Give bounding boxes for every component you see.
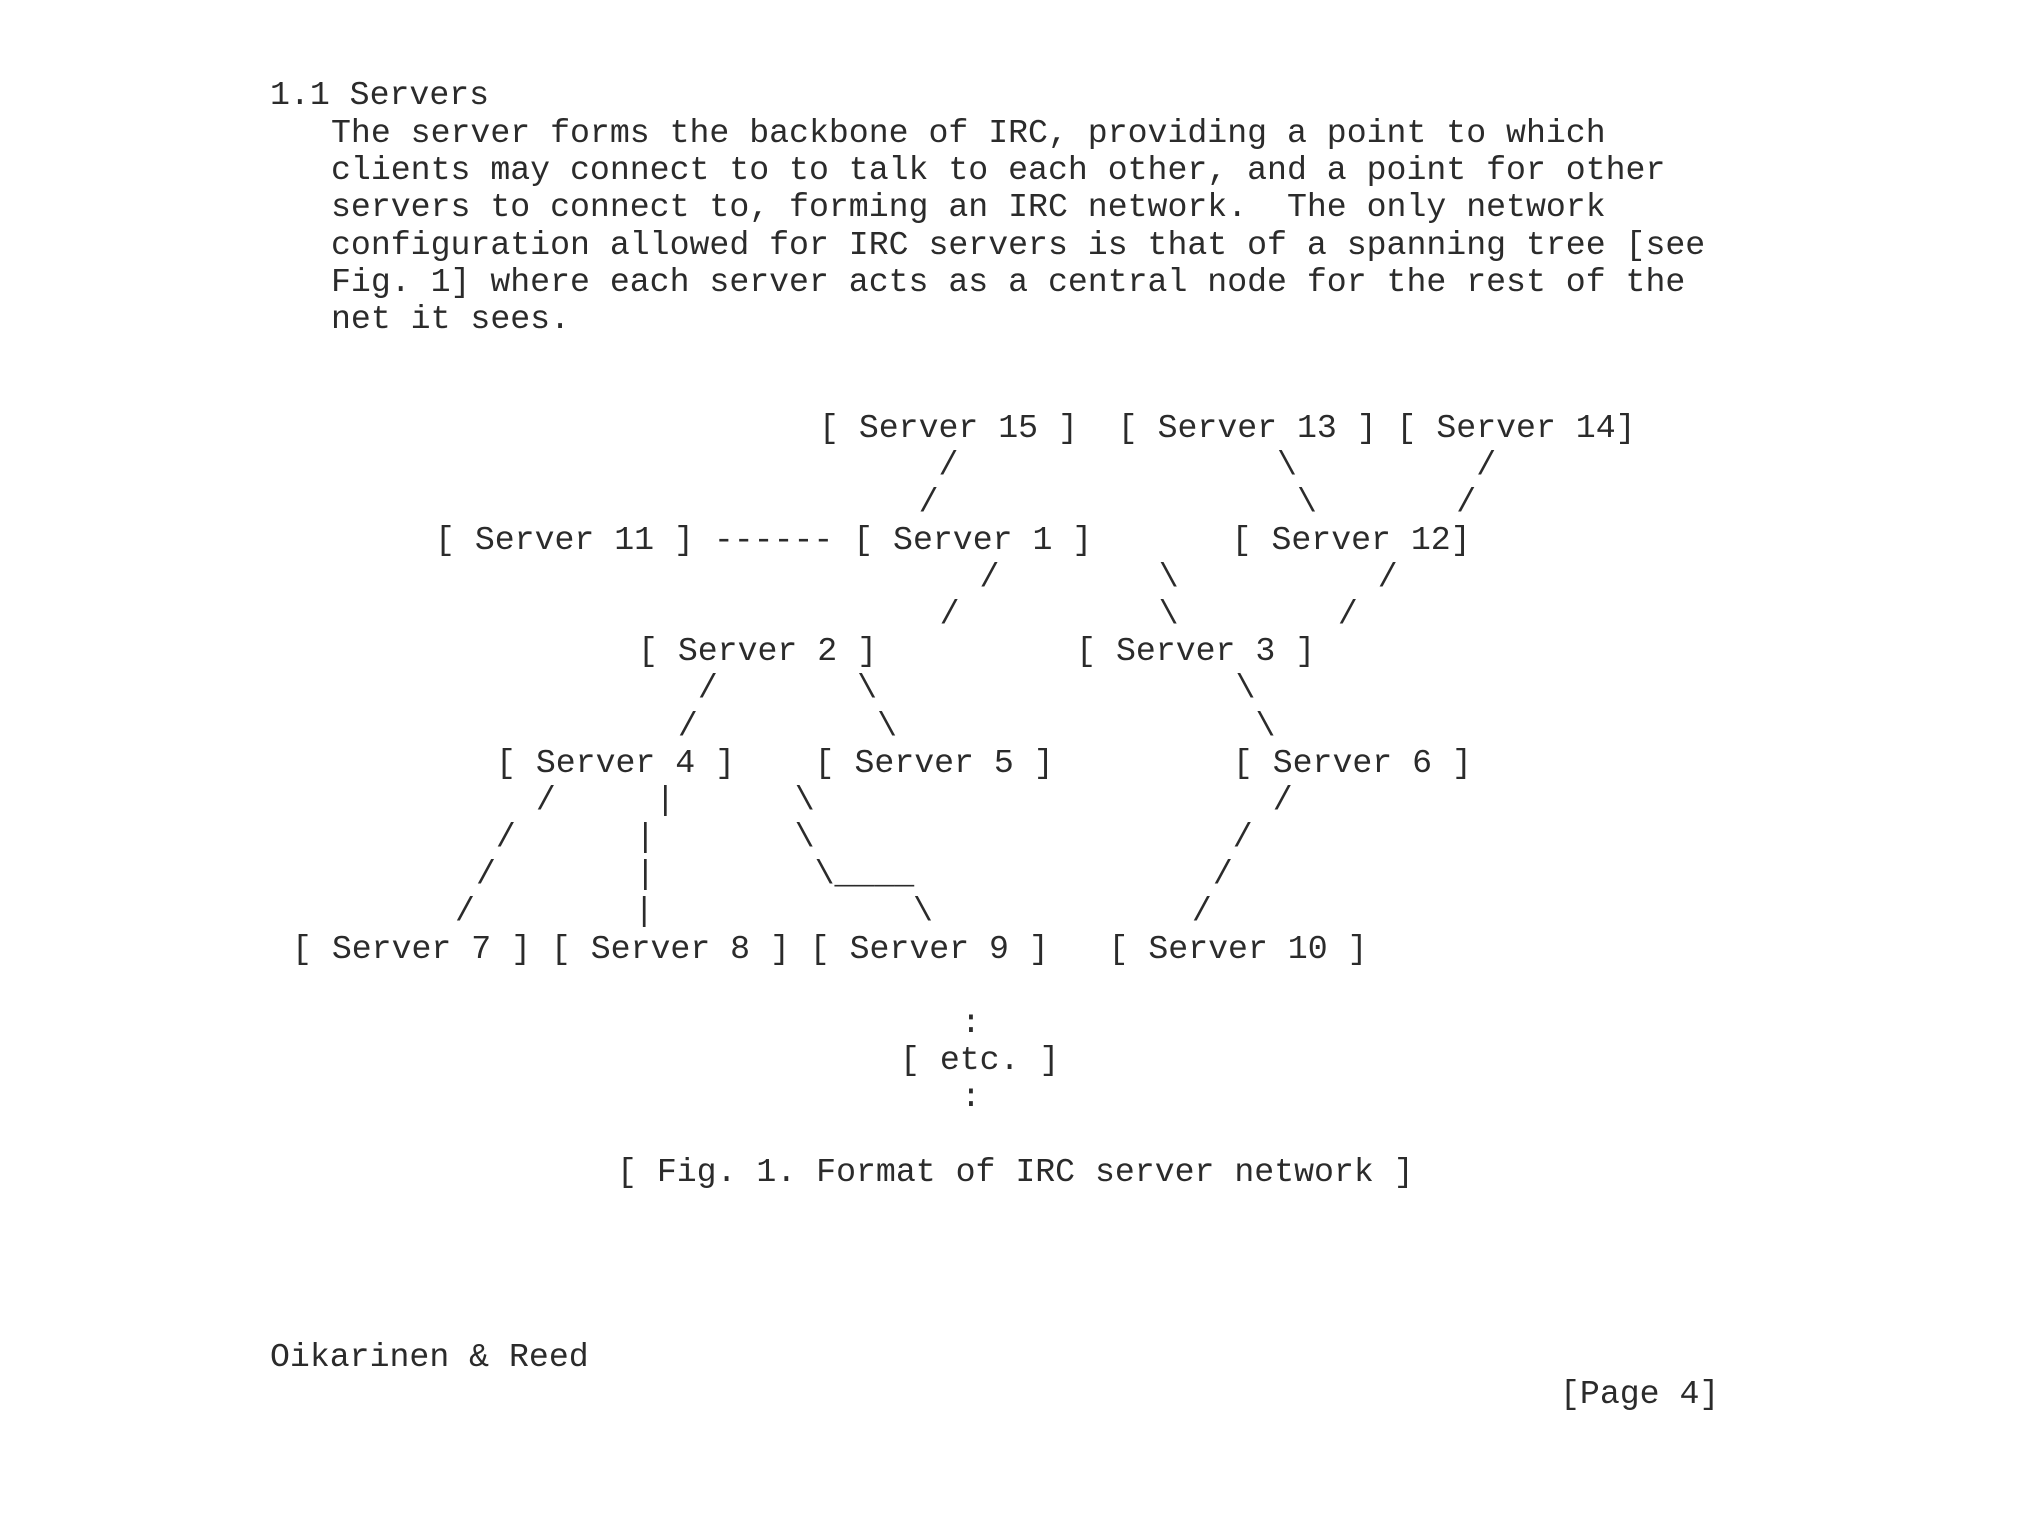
body-paragraph: [0, 115, 1705, 338]
diagram-line: / \ /: [860, 557, 1398, 596]
footer-page-number: [Page 4]: [1560, 1375, 1720, 1413]
diagram-line: [ Server 4 ] [ Server 5 ] [ Server 6 ]: [496, 743, 1472, 782]
diagram-line: [0, 968, 1636, 1005]
paragraph-line: clients may connect to to talk to each other, and a point for other: [331, 151, 1666, 190]
paragraph-line: The server forms the backbone of IRC, providing a point to which: [331, 114, 1606, 152]
diagram-line: / \ \: [658, 669, 1256, 708]
diagram-line: [ Server 15 ] [ Server 13 ] [ Server 14]: [819, 409, 1636, 447]
diagram-line: :: [961, 1078, 981, 1117]
section-heading-text: 1.1 Servers: [270, 76, 490, 114]
footer-authors: Oikarinen & Reed: [270, 1338, 589, 1376]
diagram-line: / | \____ /: [476, 855, 1233, 894]
diagram-line: / \ /: [819, 446, 1497, 485]
diagram-line: / | \ /: [476, 818, 1253, 857]
paragraph-line: Fig. 1] where each server acts as a central node for the rest of the: [331, 262, 1686, 301]
page-footer: [0, 1302, 1720, 1450]
diagram-line: [ etc. ]: [900, 1041, 1060, 1080]
figure-caption: [ Fig. 1. Format of IRC server network ]: [617, 1152, 1414, 1191]
diagram-line: :: [961, 1004, 981, 1042]
diagram-line: [ Server 2 ] [ Server 3 ]: [638, 632, 1316, 671]
diagram-line: [ Server 7 ] [ Server 8 ] [ Server 9 ] [ Server 10 ]: [292, 929, 1368, 968]
diagram-line: / | \ /: [496, 780, 1293, 819]
server-network-diagram: [0, 410, 1636, 1191]
paragraph-line: configuration allowed for IRC servers is that of a spanning tree [see: [331, 225, 1706, 264]
diagram-line: [0, 1117, 1636, 1154]
paragraph-line: net it sees.: [331, 300, 570, 339]
diagram-line: [ Server 11 ] ------ [ Server 1 ] [ Server 12]: [435, 520, 1471, 559]
diagram-line: / \ /: [819, 483, 1477, 522]
paragraph-line: servers to connect to, forming an IRC network. The only network: [331, 188, 1606, 227]
diagram-line: / \ /: [840, 594, 1358, 633]
diagram-line: / \ \: [658, 706, 1276, 745]
diagram-line: / | \ /: [455, 892, 1212, 931]
